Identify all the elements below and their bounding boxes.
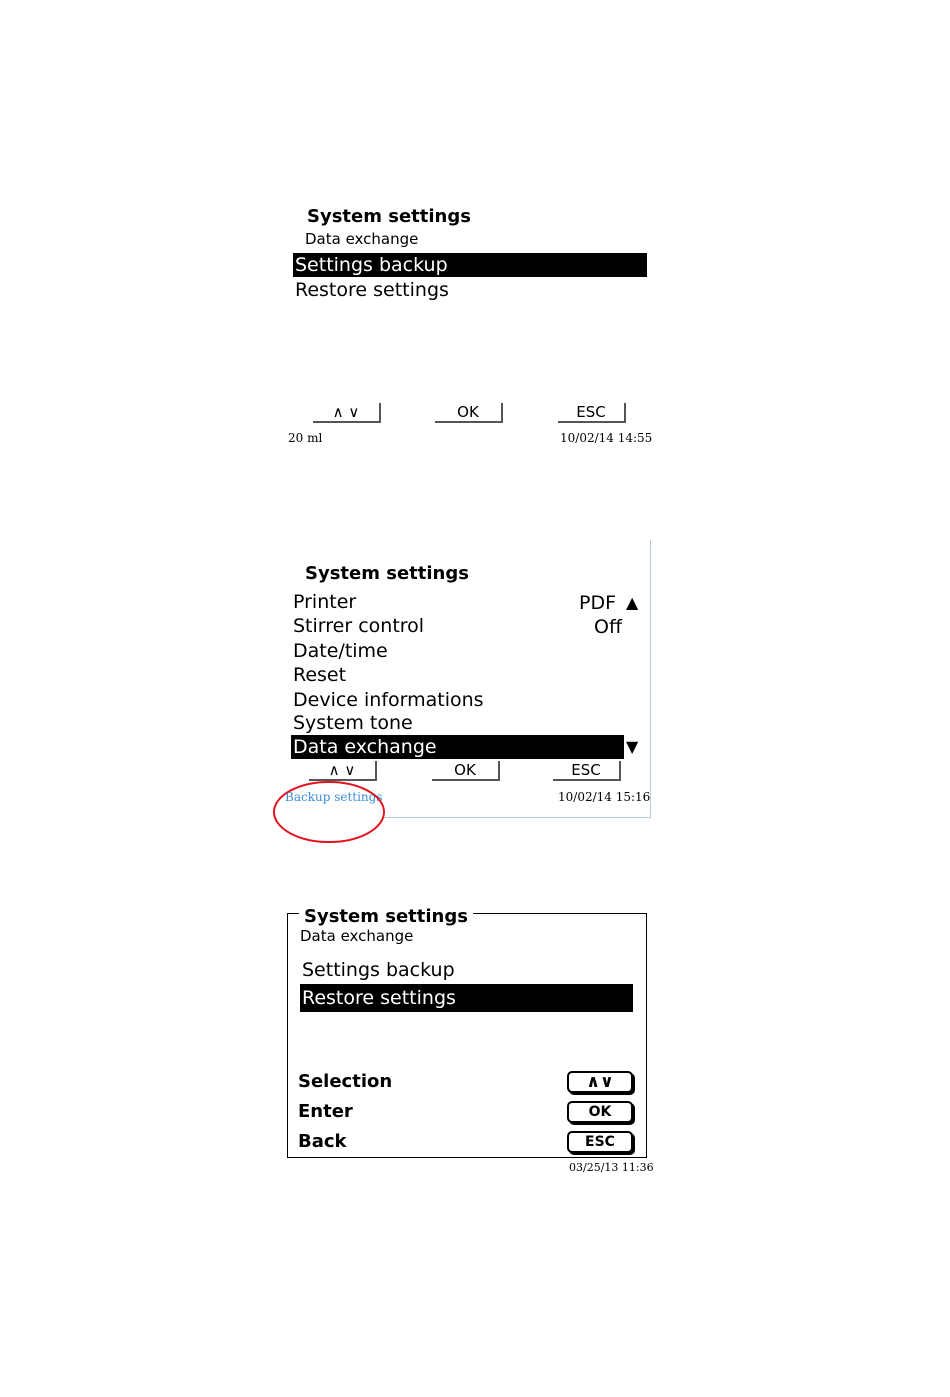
status-datetime: 10/02/14 14:55: [560, 431, 653, 445]
menu-item-restore-settings[interactable]: Restore settings: [300, 984, 633, 1012]
menu-item-data-exchange[interactable]: Data exchange: [291, 735, 624, 759]
ok-button[interactable]: OK: [432, 761, 500, 781]
page-title: System settings: [307, 206, 471, 227]
printer-value: PDF: [579, 592, 617, 614]
page-title: System settings: [299, 906, 473, 927]
stirrer-control-value: Off: [594, 616, 623, 638]
menu-item-reset[interactable]: Reset: [293, 664, 347, 686]
status-datetime: 03/25/13 11:36: [569, 1161, 654, 1174]
status-volume: 20 ml: [288, 431, 323, 445]
highlight-circle: [272, 780, 387, 845]
menu-item-settings-backup[interactable]: Settings backup: [293, 253, 647, 277]
screen-1: [285, 200, 655, 450]
selection-key-button[interactable]: ∧∨: [567, 1071, 633, 1093]
menu-item-system-tone[interactable]: System tone: [293, 712, 413, 734]
panel-border-bottom: [382, 817, 651, 818]
screen-3: [287, 905, 654, 1175]
panel-border-right: [650, 540, 651, 818]
esc-key-button[interactable]: ESC: [567, 1131, 633, 1153]
page-title: System settings: [305, 563, 469, 584]
scroll-up-icon[interactable]: ▲: [626, 593, 639, 612]
status-datetime: 10/02/14 15:16: [558, 790, 651, 804]
scroll-down-icon[interactable]: ▼: [626, 737, 639, 756]
ok-key-button[interactable]: OK: [567, 1101, 633, 1123]
nav-up-down-button[interactable]: ∧ ∨: [309, 761, 377, 781]
screen-2: [282, 540, 652, 820]
menu-item-device-informations[interactable]: Device informations: [293, 689, 484, 711]
esc-button[interactable]: ESC: [558, 403, 626, 423]
page-subtitle: Data exchange: [300, 927, 414, 945]
status-backup-settings: Backup settings: [285, 790, 383, 804]
hint-back-label: Back: [298, 1131, 347, 1152]
menu-item-printer[interactable]: Printer: [293, 591, 357, 613]
menu-item-date-time[interactable]: Date/time: [293, 640, 388, 662]
menu-item-settings-backup[interactable]: Settings backup: [302, 959, 455, 981]
menu-item-restore-settings[interactable]: Restore settings: [295, 279, 449, 301]
ok-button[interactable]: OK: [435, 403, 503, 423]
hint-selection-label: Selection: [298, 1071, 393, 1092]
page-subtitle: Data exchange: [305, 230, 419, 248]
menu-item-stirrer-control[interactable]: Stirrer control: [293, 615, 425, 637]
hint-enter-label: Enter: [298, 1101, 353, 1122]
nav-up-down-button[interactable]: ∧ ∨: [313, 403, 381, 423]
esc-button[interactable]: ESC: [553, 761, 621, 781]
